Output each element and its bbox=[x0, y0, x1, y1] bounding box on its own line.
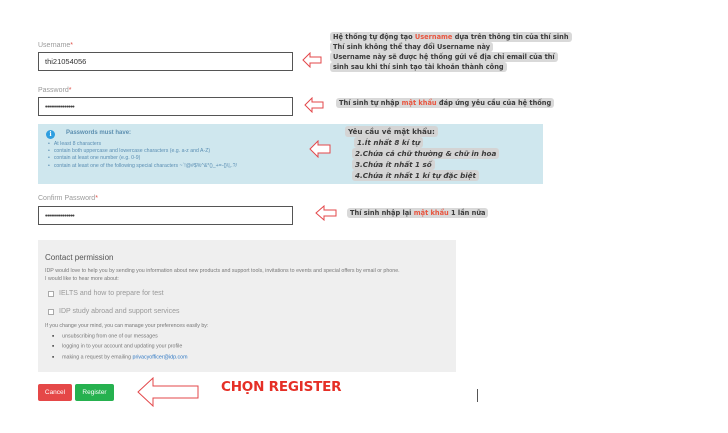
required-mark: * bbox=[70, 42, 74, 49]
password-rule-item: • contain both uppercase and lowercase characters (e.g. a-z and A-Z) bbox=[48, 148, 237, 155]
option-ielts-label: IELTS and how to prepare for test bbox=[59, 290, 164, 297]
annotation-text: Hệ thống tự động tạo bbox=[333, 33, 415, 41]
password-rule-item: • contain at least one of the following special characters ~`!@#$%^&*()_+=-{}\|,.?/ bbox=[48, 163, 237, 170]
checkbox-ielts[interactable] bbox=[48, 291, 54, 297]
text-cursor bbox=[477, 389, 478, 402]
required-mark: * bbox=[95, 195, 98, 202]
manage-preferences-list bbox=[52, 331, 188, 362]
register-instruction: CHỌN REGISTER bbox=[221, 379, 342, 395]
annotation-text: 1 lần nữa bbox=[448, 209, 486, 217]
username-label bbox=[38, 42, 73, 49]
username-label-text: Username bbox=[38, 42, 71, 49]
password-label-text: Password bbox=[38, 87, 69, 94]
password-annotation bbox=[336, 98, 554, 108]
cancel-button[interactable]: Cancel bbox=[38, 384, 72, 401]
manage-item: ■ unsubscribing from one of our messages bbox=[52, 331, 188, 341]
requirement-item: 2.Chứa cả chữ thường & chữ in hoa bbox=[352, 148, 499, 159]
password-rules-list bbox=[48, 141, 237, 170]
contact-permission-intro bbox=[45, 267, 450, 283]
annotation-text: đáp ứng yêu cầu của hệ thống bbox=[436, 99, 552, 107]
annotation-text: Thí sinh tự nhập bbox=[339, 99, 402, 107]
username-annotation bbox=[330, 32, 572, 72]
annotation-line: Username này sẽ được hệ thống gửi về địa chỉ email của thí bbox=[330, 52, 558, 62]
requirement-item: 1.Ít nhất 8 kí tự bbox=[354, 137, 423, 148]
contact-permission-title: Contact permission bbox=[45, 253, 114, 262]
password-input[interactable] bbox=[38, 97, 293, 116]
password-rule-item: • At least 8 characters bbox=[48, 141, 237, 148]
annotation-text: Thí sinh nhập lại bbox=[350, 209, 414, 217]
annotation-highlight: Username bbox=[414, 33, 453, 41]
confirm-annotation bbox=[347, 208, 488, 218]
password-label bbox=[38, 87, 71, 94]
confirm-password-label bbox=[38, 195, 98, 202]
annotation-line: sinh sau khi thí sinh tạo tài khoản thành công bbox=[330, 62, 507, 72]
password-value: ••••••••••••••• bbox=[45, 104, 75, 111]
left-arrow-icon bbox=[309, 140, 331, 158]
info-icon: i bbox=[46, 130, 55, 139]
requirements-title: Yêu cầu về mật khẩu: bbox=[345, 126, 438, 137]
manage-item: ■ logging in to your account and updating your profile bbox=[52, 341, 188, 351]
confirm-password-input[interactable] bbox=[38, 206, 293, 225]
annotation-text: dựa trên thông tin của thí sinh bbox=[452, 33, 569, 41]
annotation-highlight: mật khẩu bbox=[413, 209, 449, 217]
password-rules-title: Passwords must have: bbox=[66, 130, 132, 136]
left-arrow-icon bbox=[304, 97, 324, 113]
annotation-line bbox=[330, 32, 572, 42]
email-item-prefix: making a request by emailing bbox=[62, 354, 133, 361]
contact-intro-line: I would like to hear more about: bbox=[45, 276, 119, 282]
privacy-email-link[interactable]: privacyofficer@idp.com bbox=[132, 354, 188, 361]
option-study-abroad[interactable] bbox=[48, 308, 180, 315]
password-rule-item: • contain at least one number (e.g. 0-9) bbox=[48, 155, 237, 162]
checkbox-study-abroad[interactable] bbox=[48, 309, 54, 315]
requirement-item: 3.Chứa ít nhất 1 số bbox=[352, 159, 435, 170]
option-study-abroad-label: IDP study abroad and support services bbox=[59, 308, 180, 315]
requirement-item: 4.Chứa ít nhất 1 kí tự đặc biệt bbox=[352, 170, 479, 181]
contact-intro-line: IDP would love to help you by sending you information about new products and support tools, invitations to events and special offers by email or phone. bbox=[45, 268, 400, 274]
confirm-password-value: ••••••••••••••• bbox=[45, 213, 75, 220]
left-arrow-icon bbox=[315, 205, 337, 221]
manage-preferences-text: If you change your mind, you can manage your preferences easily by: bbox=[45, 323, 209, 329]
register-button[interactable]: Register bbox=[75, 384, 114, 401]
requirements-annotation bbox=[345, 126, 499, 181]
option-ielts[interactable] bbox=[48, 290, 164, 297]
annotation-line: Thí sinh không thể thay đổi Username này bbox=[330, 42, 493, 52]
left-arrow-icon bbox=[137, 377, 199, 407]
username-input[interactable] bbox=[38, 52, 293, 71]
confirm-password-label-text: Confirm Password bbox=[38, 195, 96, 202]
required-mark: * bbox=[68, 87, 72, 94]
left-arrow-icon bbox=[302, 52, 322, 68]
manage-item bbox=[52, 352, 188, 362]
annotation-highlight: mật khẩu bbox=[401, 99, 437, 107]
username-value: thi21054056 bbox=[45, 57, 87, 66]
